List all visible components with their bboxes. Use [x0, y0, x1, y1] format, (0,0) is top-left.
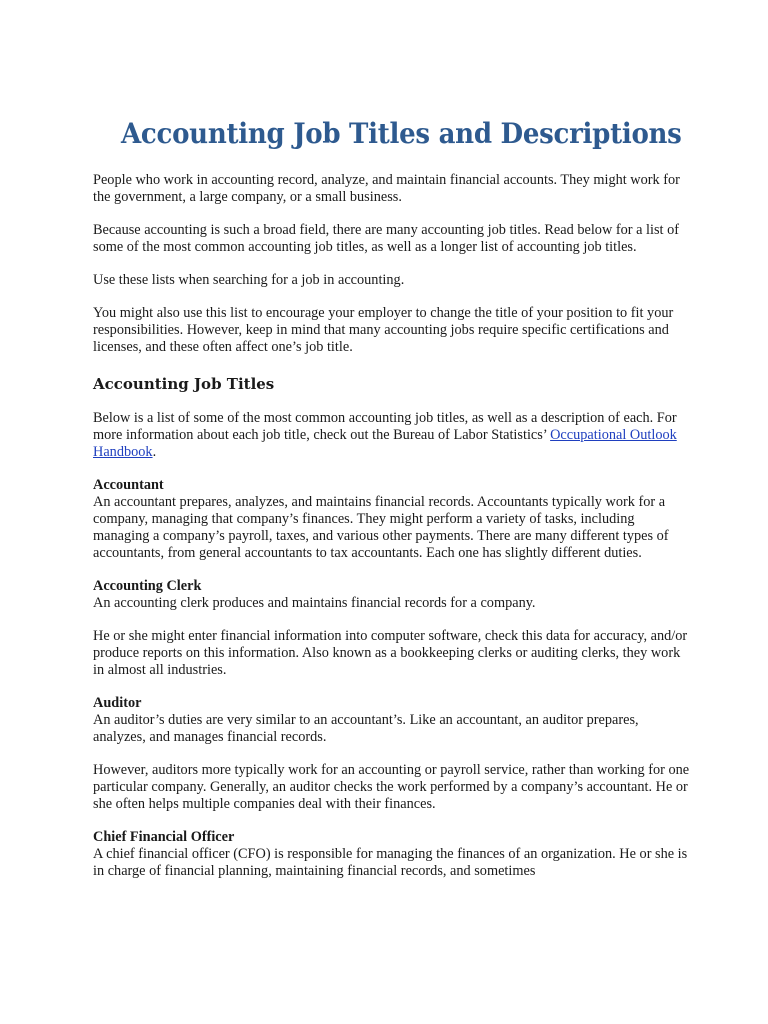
intro-paragraph-1: People who work in accounting record, analyze, and maintain financial accounts. They might work for the government, a large company, or a small business. — [93, 172, 680, 205]
document-body — [93, 172, 693, 880]
intro-paragraph-4: You might also use this list to encourage your employer to change the title of your position to fit your responsibilities. However, keep in mind that many accounting jobs require specific certifications and licenses, and these often affect one’s job title. — [93, 305, 674, 355]
job-description-continued: He or she might enter financial information into computer software, check this data for accuracy, and/or produce reports on this information. Also known as a bookkeeping clerks or auditing clerks, they work in almost all industries. — [93, 628, 688, 678]
job-description-continued: However, auditors more typically work for an accounting or payroll service, rather than working for one particular company. Generally, an auditor checks the work performed by a company’s accountant. He or she often helps multiple companies deal with their finances. — [93, 762, 690, 812]
intro-paragraph-2: Because accounting is such a broad field, there are many accounting job titles. Read below for a list of some of the most common accounting job titles, as well as a longer list of accounting job titles. — [93, 222, 679, 255]
intro-paragraph-3: Use these lists when searching for a job in accounting. — [93, 272, 405, 288]
job-entry-auditor — [93, 695, 693, 746]
job-entry-accountant — [93, 477, 693, 562]
job-title: Accounting Clerk — [93, 578, 202, 594]
job-entry-accounting-clerk — [93, 578, 693, 612]
occupational-outlook-handbook-link[interactable]: Occupational Outlook Handbook — [93, 427, 677, 460]
job-title: Auditor — [93, 695, 142, 711]
job-entry-chief-financial-officer — [93, 829, 693, 880]
job-description: A chief financial officer (CFO) is responsible for managing the finances of an organization. He or she is in charge of financial planning, maintaining financial records, and sometimes — [93, 846, 688, 879]
section-lead-end: . — [152, 444, 157, 460]
job-title: Accountant — [93, 477, 164, 493]
job-description: An accounting clerk produces and maintains financial records for a company. — [93, 595, 536, 611]
section-lead-text: Below is a list of some of the most common accounting job titles, as well as a description of each. For more information about each job title, check out the Bureau of Labor Statistics’ — [93, 410, 677, 443]
page-title: Accounting Job Titles and Descriptions — [121, 117, 682, 150]
job-description: An auditor’s duties are very similar to an accountant’s. Like an accountant, an auditor prepares, analyzes, and manages financial records. — [93, 712, 639, 745]
section-lead-paragraph — [93, 410, 693, 461]
job-title: Chief Financial Officer — [93, 829, 235, 845]
job-description: An accountant prepares, analyzes, and maintains financial records. Accountants typically work for a company, managing that company’s finances. They might perform a variety of tasks, including managing a company’s payroll, taxes, and various other payments. There are many different types of accountants, from general accountants to tax accountants. Each one has slightly different duties. — [93, 494, 669, 561]
section-heading: Accounting Job Titles — [93, 375, 275, 393]
